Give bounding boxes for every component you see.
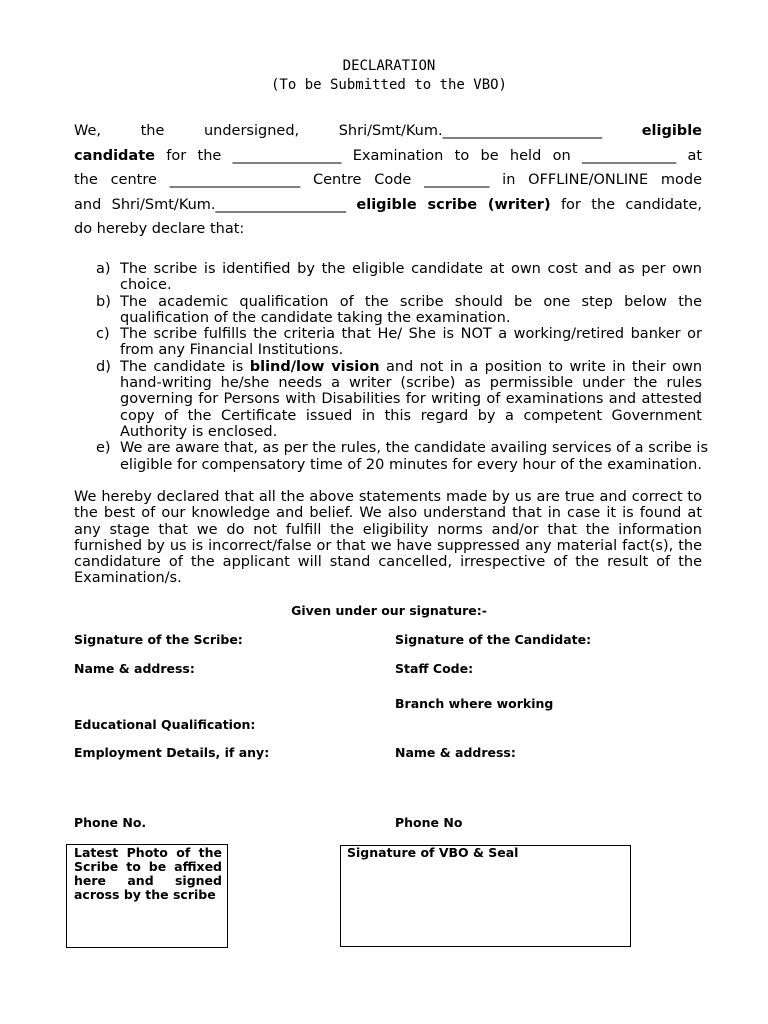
list-item: e) We are aware that, as per the rules, the candidate availing services of a scribe is eligible for compensatory time of 20 minutes for every hour of the examination. [96,440,709,473]
vbo-seal-label: Signature of VBO & Seal [347,845,519,860]
declaration-subtitle: (To be Submitted to the VBO) [270,77,507,93]
list-item: d) The candidate is blind/low vision and not in a position to write in their own hand-writing he/she needs a writer (scribe) as permissible under the rules governing for Persons with Disabilities for writing of examinations and attested copy of the Certificate issued in this regard by a competent Government Authority is enclosed. [96,358,703,440]
staff-code-label: Staff Code: [395,661,474,676]
intro-line-2: candidate for the _______________ Examination to be held on _____________ at [74,147,703,164]
employment-details-label: Employment Details, if any: [74,745,270,760]
branch-label: Branch where working [395,696,554,711]
intro-line-4: and Shri/Smt/Kum.__________________ eligible scribe (writer) for the candidate, [74,196,703,213]
intro-paragraph [74,119,702,242]
intro-line-1: We, the undersigned, Shri/Smt/Kum.______________________ eligible [74,123,702,139]
scribe-phone-label: Phone No. [74,815,147,830]
intro-line-3: the centre __________________ Centre Code _________ in OFFLINE/ONLINE mode [74,172,703,188]
scribe-name-address-label: Name & address: [74,661,195,676]
candidate-signature-label: Signature of the Candidate: [395,632,592,647]
intro-line-5: do hereby declare that: [74,221,245,237]
declaration-title: DECLARATION [342,58,436,74]
educational-qualification-label: Educational Qualification: [74,717,256,732]
vbo-seal-box [340,845,631,947]
declaration-list [96,261,709,473]
list-item: c) The scribe fulfills the criteria that He/ She is NOT a working/retired banker or from any Financial Institutions. [96,326,702,359]
candidate-name-address-label: Name & address: [395,745,516,760]
given-under-signature: Given under our signature:- [291,603,487,618]
list-item: b) The academic qualification of the scribe should be one step below the qualification of the candidate taking the examination. [96,293,702,326]
candidate-phone-label: Phone No [395,815,463,830]
scribe-photo-box: Latest Photo of the Scribe to be affixed here and signed across by the scribe [66,844,228,948]
list-item: a) The scribe is identified by the eligible candidate at own cost and as per own choice. [96,261,702,294]
declaration-statement: We hereby declared that all the above statements made by us are true and correct to the best of our knowledge and belief. We also understand that in case it is found at any stage that we do not fulfill the eligibility norms and/or that the information furnished by us is incorrect/false or that we have suppressed any material fact(s), the candidature of the applicant will stand cancelled, irrespective of the result of the Examination/s. [74,489,702,587]
scribe-signature-label: Signature of the Scribe: [74,632,243,647]
